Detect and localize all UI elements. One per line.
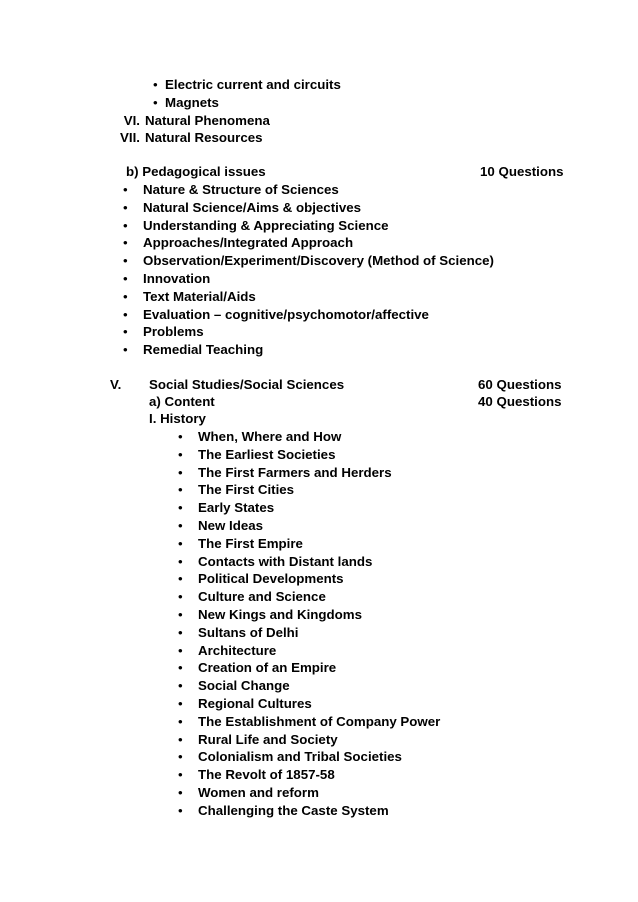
bullet-icon: • xyxy=(123,217,128,233)
social-questions: 60 Questions xyxy=(478,377,562,392)
list-item: New Ideas xyxy=(198,518,264,533)
list-item: Innovation xyxy=(143,271,211,286)
bullet-icon: • xyxy=(178,678,183,694)
pedagogy-questions: 10 Questions xyxy=(480,164,564,179)
bullet-icon: • xyxy=(178,607,183,622)
bullet-icon: • xyxy=(178,624,183,640)
bullet-icon: • xyxy=(178,696,183,711)
list-item: Early States xyxy=(198,500,275,516)
list-item: The Revolt of 1857-58 xyxy=(198,767,335,783)
bullet-icon: • xyxy=(153,77,158,92)
list-item: When, Where and How xyxy=(198,429,342,444)
bullet-icon: • xyxy=(123,182,128,197)
bullet-icon: • xyxy=(178,482,183,498)
list-item: Contacts with Distant lands xyxy=(198,553,373,569)
list-item: The First Farmers and Herders xyxy=(198,464,392,480)
list-item: Architecture xyxy=(198,642,277,658)
bullet-icon: • xyxy=(178,749,183,765)
bullet-icon: • xyxy=(178,518,183,533)
list-item: Social Change xyxy=(198,678,290,694)
bullet-icon: • xyxy=(178,553,183,569)
bullet-icon: • xyxy=(178,429,183,444)
bullet-icon: • xyxy=(123,342,128,358)
content-questions: 40 Questions xyxy=(478,394,562,409)
list-item: Rural Life and Society xyxy=(198,731,338,747)
list-item: Understanding & Appreciating Science xyxy=(143,217,389,233)
list-item: Culture and Science xyxy=(198,589,326,605)
list-item: Regional Cultures xyxy=(198,696,312,711)
topic-label: Natural Phenomena xyxy=(145,113,270,128)
section-numeral: V. xyxy=(110,377,122,392)
history-heading: I. History xyxy=(149,411,206,426)
list-item: Nature & Structure of Sciences xyxy=(143,182,339,197)
bullet-icon: • xyxy=(178,446,183,462)
bullet-icon: • xyxy=(123,253,128,269)
bullet-icon: • xyxy=(178,500,183,516)
bullet-icon: • xyxy=(123,324,128,340)
bullet-icon: • xyxy=(178,589,183,605)
list-item: Natural Science/Aims & objectives xyxy=(143,199,362,215)
bullet-icon: • xyxy=(123,271,128,286)
bullet-icon: • xyxy=(123,306,128,322)
list-item: Colonialism and Tribal Societies xyxy=(198,749,402,765)
bullet-icon: • xyxy=(178,642,183,658)
list-item: The First Empire xyxy=(198,535,303,551)
list-item: Challenging the Caste System xyxy=(198,802,389,818)
bullet-icon: • xyxy=(178,731,183,747)
pedagogy-heading: b) Pedagogical issues xyxy=(126,164,266,179)
list-item: Sultans of Delhi xyxy=(198,624,299,640)
list-item: Women and reform xyxy=(198,785,319,800)
list-item: Text Material/Aids xyxy=(143,288,256,304)
list-item: The Earliest Societies xyxy=(198,446,336,462)
bullet-icon: • xyxy=(178,660,183,676)
list-item: The First Cities xyxy=(198,482,295,498)
list-item: Electric current and circuits xyxy=(165,77,341,92)
content-heading: a) Content xyxy=(149,394,215,409)
list-item: Political Developments xyxy=(198,571,344,587)
topic-numeral: VI. xyxy=(123,113,140,128)
bullet-icon: • xyxy=(153,95,158,110)
bullet-icon: • xyxy=(123,288,128,304)
bullet-icon: • xyxy=(178,767,183,783)
topic-numeral: VII. xyxy=(120,130,140,145)
list-item: Remedial Teaching xyxy=(143,342,264,358)
bullet-icon: • xyxy=(178,785,183,800)
bullet-icon: • xyxy=(178,464,183,480)
bullet-icon: • xyxy=(123,199,128,215)
list-item: Approaches/Integrated Approach xyxy=(143,235,354,251)
bullet-icon: • xyxy=(178,535,183,551)
list-item: New Kings and Kingdoms xyxy=(198,607,363,622)
topic-label: Natural Resources xyxy=(145,130,263,145)
list-item: Evaluation – cognitive/psychomotor/affective xyxy=(143,306,429,322)
bullet-icon: • xyxy=(123,235,128,251)
bullet-icon: • xyxy=(178,713,183,729)
social-heading: Social Studies/Social Sciences xyxy=(149,377,345,392)
list-item: Creation of an Empire xyxy=(198,660,337,676)
bullet-icon: • xyxy=(178,802,183,818)
list-item: Problems xyxy=(143,324,204,340)
list-item: Observation/Experiment/Discovery (Method of Science) xyxy=(143,253,494,269)
list-item: The Establishment of Company Power xyxy=(198,713,441,729)
bullet-icon: • xyxy=(178,571,183,587)
list-item: Magnets xyxy=(165,95,219,110)
